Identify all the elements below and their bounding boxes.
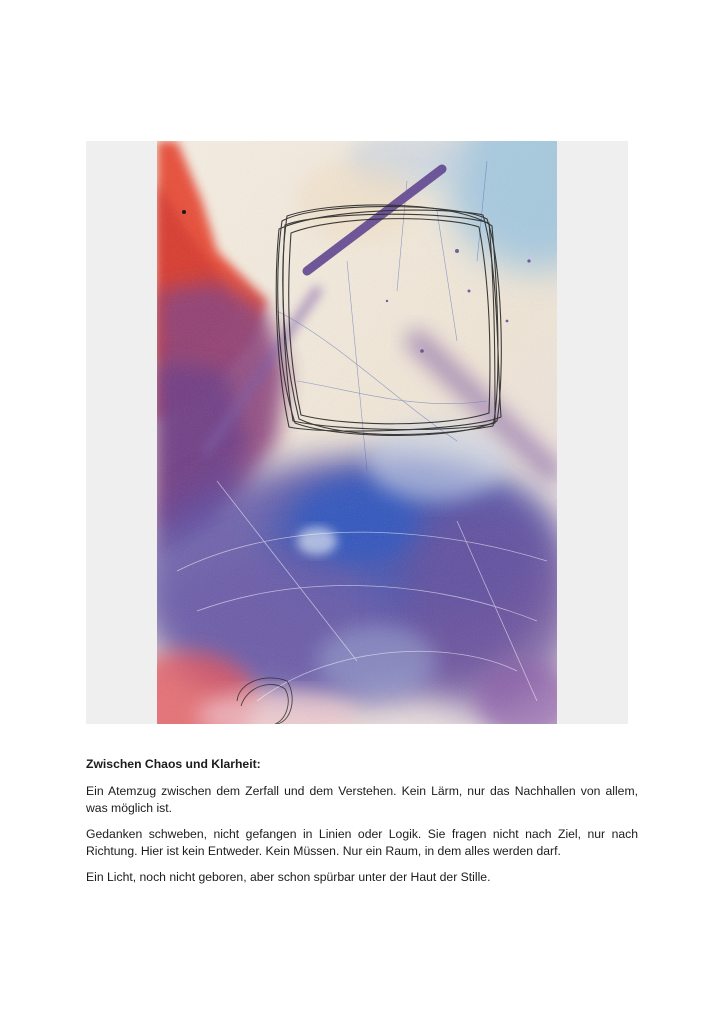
paragraph-3: Ein Licht, noch nicht geboren, aber schon spürbar unter der Haut der Stille. [86, 870, 491, 884]
paragraph-1: Ein Atemzug zwischen dem Zerfall und dem Verstehen. Kein Lärm, nur das Nachhallen von allem, was möglich ist. [86, 784, 638, 815]
watercolor-artwork [157, 141, 557, 724]
paragraph-2: Gedanken schweben, nicht gefangen in Linien oder Logik. Sie fragen nicht nach Ziel, nur nach Richtung. Hier ist kein Entweder. Kein Müssen. Nur ein Raum, in dem alles werden darf. [86, 827, 638, 858]
watercolor-artwork-graphic [157, 141, 557, 724]
text-block [86, 756, 638, 895]
document-heading: Zwischen Chaos und Klarheit: [86, 757, 261, 771]
image-frame [86, 141, 628, 724]
